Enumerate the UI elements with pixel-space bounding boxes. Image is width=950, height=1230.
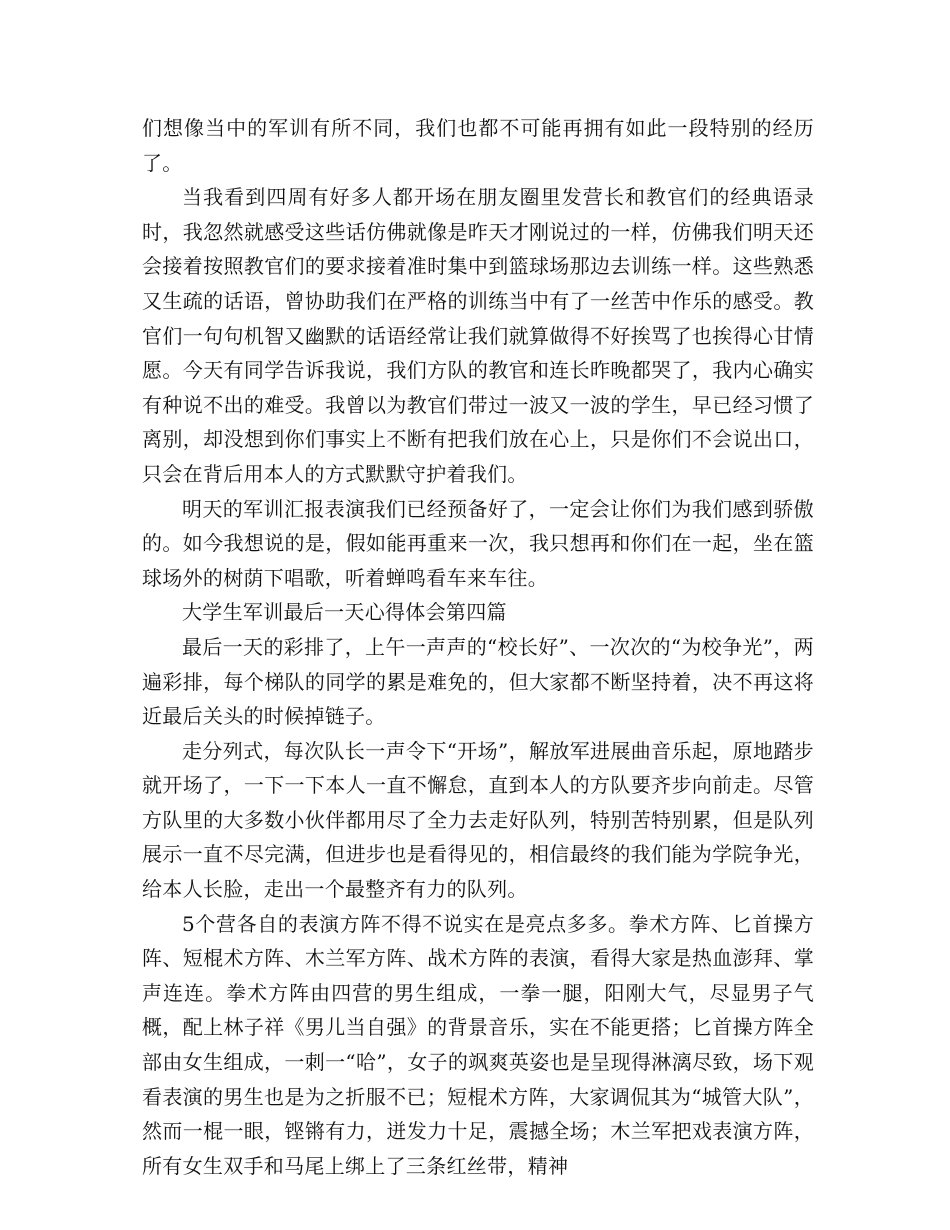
paragraph-4: 最后一天的彩排了，上午一声声的“校长好”、一次次的“为校争光”，两遍彩排，每个梯队的同学的累是难免的，但大家都不断坚持着，决不再这将近最后关头的时候掉链子。 [142, 634, 814, 729]
paragraph-6: 5个营各自的表演方阵不得不说实在是亮点多多。拳术方阵、匕首操方阵、短棍术方阵、木兰军方阵、战术方阵的表演，看得大家是热血澎拜、掌声连连。拳术方阵由四营的男生组成，一拳一腿，阳刚大气，尽显男子气概，配上林子祥《男儿当自强》的背景音乐，实在不能更搭；匕首操方阵全部由女生组成，一刺一“哈”，女子的飒爽英姿也是呈现得淋漓尽致，场下观看表演的男生也是为之折服不已；短棍术方阵，大家调侃其为“城管大队”，然而一棍一眼，铿锵有力，迸发力十足，震撼全场；木兰军把戏表演方阵，所有女生双手和马尾上绑上了三条红丝带，精神 [142, 911, 814, 1178]
section-heading: 大学生军训最后一天心得体会第四篇 [182, 600, 507, 625]
paragraph-2: 当我看到四周有好多人都开场在朋友圈里发营长和教官们的经典语录时，我忽然就感受这些话仿佛就像是昨天才刚说过的一样，仿佛我们明天还会接着按照教官们的要求接着准时集中到篮球场那边去训练一样。这些熟悉又生疏的话语，曾协助我们在严格的训练当中有了一丝苦中作乐的感受。教官们一句句机智又幽默的话语经常让我们就算做得不好挨骂了也挨得心甘情愿。今天有同学告诉我说，我们方队的教官和连长昨晚都哭了，我内心确实有种说不出的难受。我曾以为教官们带过一波又一波的学生，早已经习惯了离别，却没想到你们事实上不断有把我们放在心上，只是你们不会说出口，只会在背后用本人的方式默默守护着我们。 [142, 185, 814, 486]
document-body [142, 111, 814, 1183]
paragraph-1: 们想像当中的军训有所不同，我们也都不可能再拥有如此一段特别的经历了。 [142, 116, 814, 175]
paragraph-5: 走分列式，每次队长一声令下“开场”，解放军进展曲音乐起，原地踏步就开场了，一下一下本人一直不懈怠，直到本人的方队要齐步向前走。尽管方队里的大多数小伙伴都用尽了全力去走好队列，特别苦特别累，但是队列展示一直不尽完满，但进步也是看得见的，相信最终的我们能为学院争光，给本人长脸，走出一个最整齐有力的队列。 [142, 738, 814, 902]
paragraph-3: 明天的军训汇报表演我们已经预备好了，一定会让你们为我们感到骄傲的。如今我想说的是，假如能再重来一次，我只想再和你们在一起，坐在篮球场外的树荫下唱歌，听着蝉鸣看车来车往。 [142, 496, 814, 590]
